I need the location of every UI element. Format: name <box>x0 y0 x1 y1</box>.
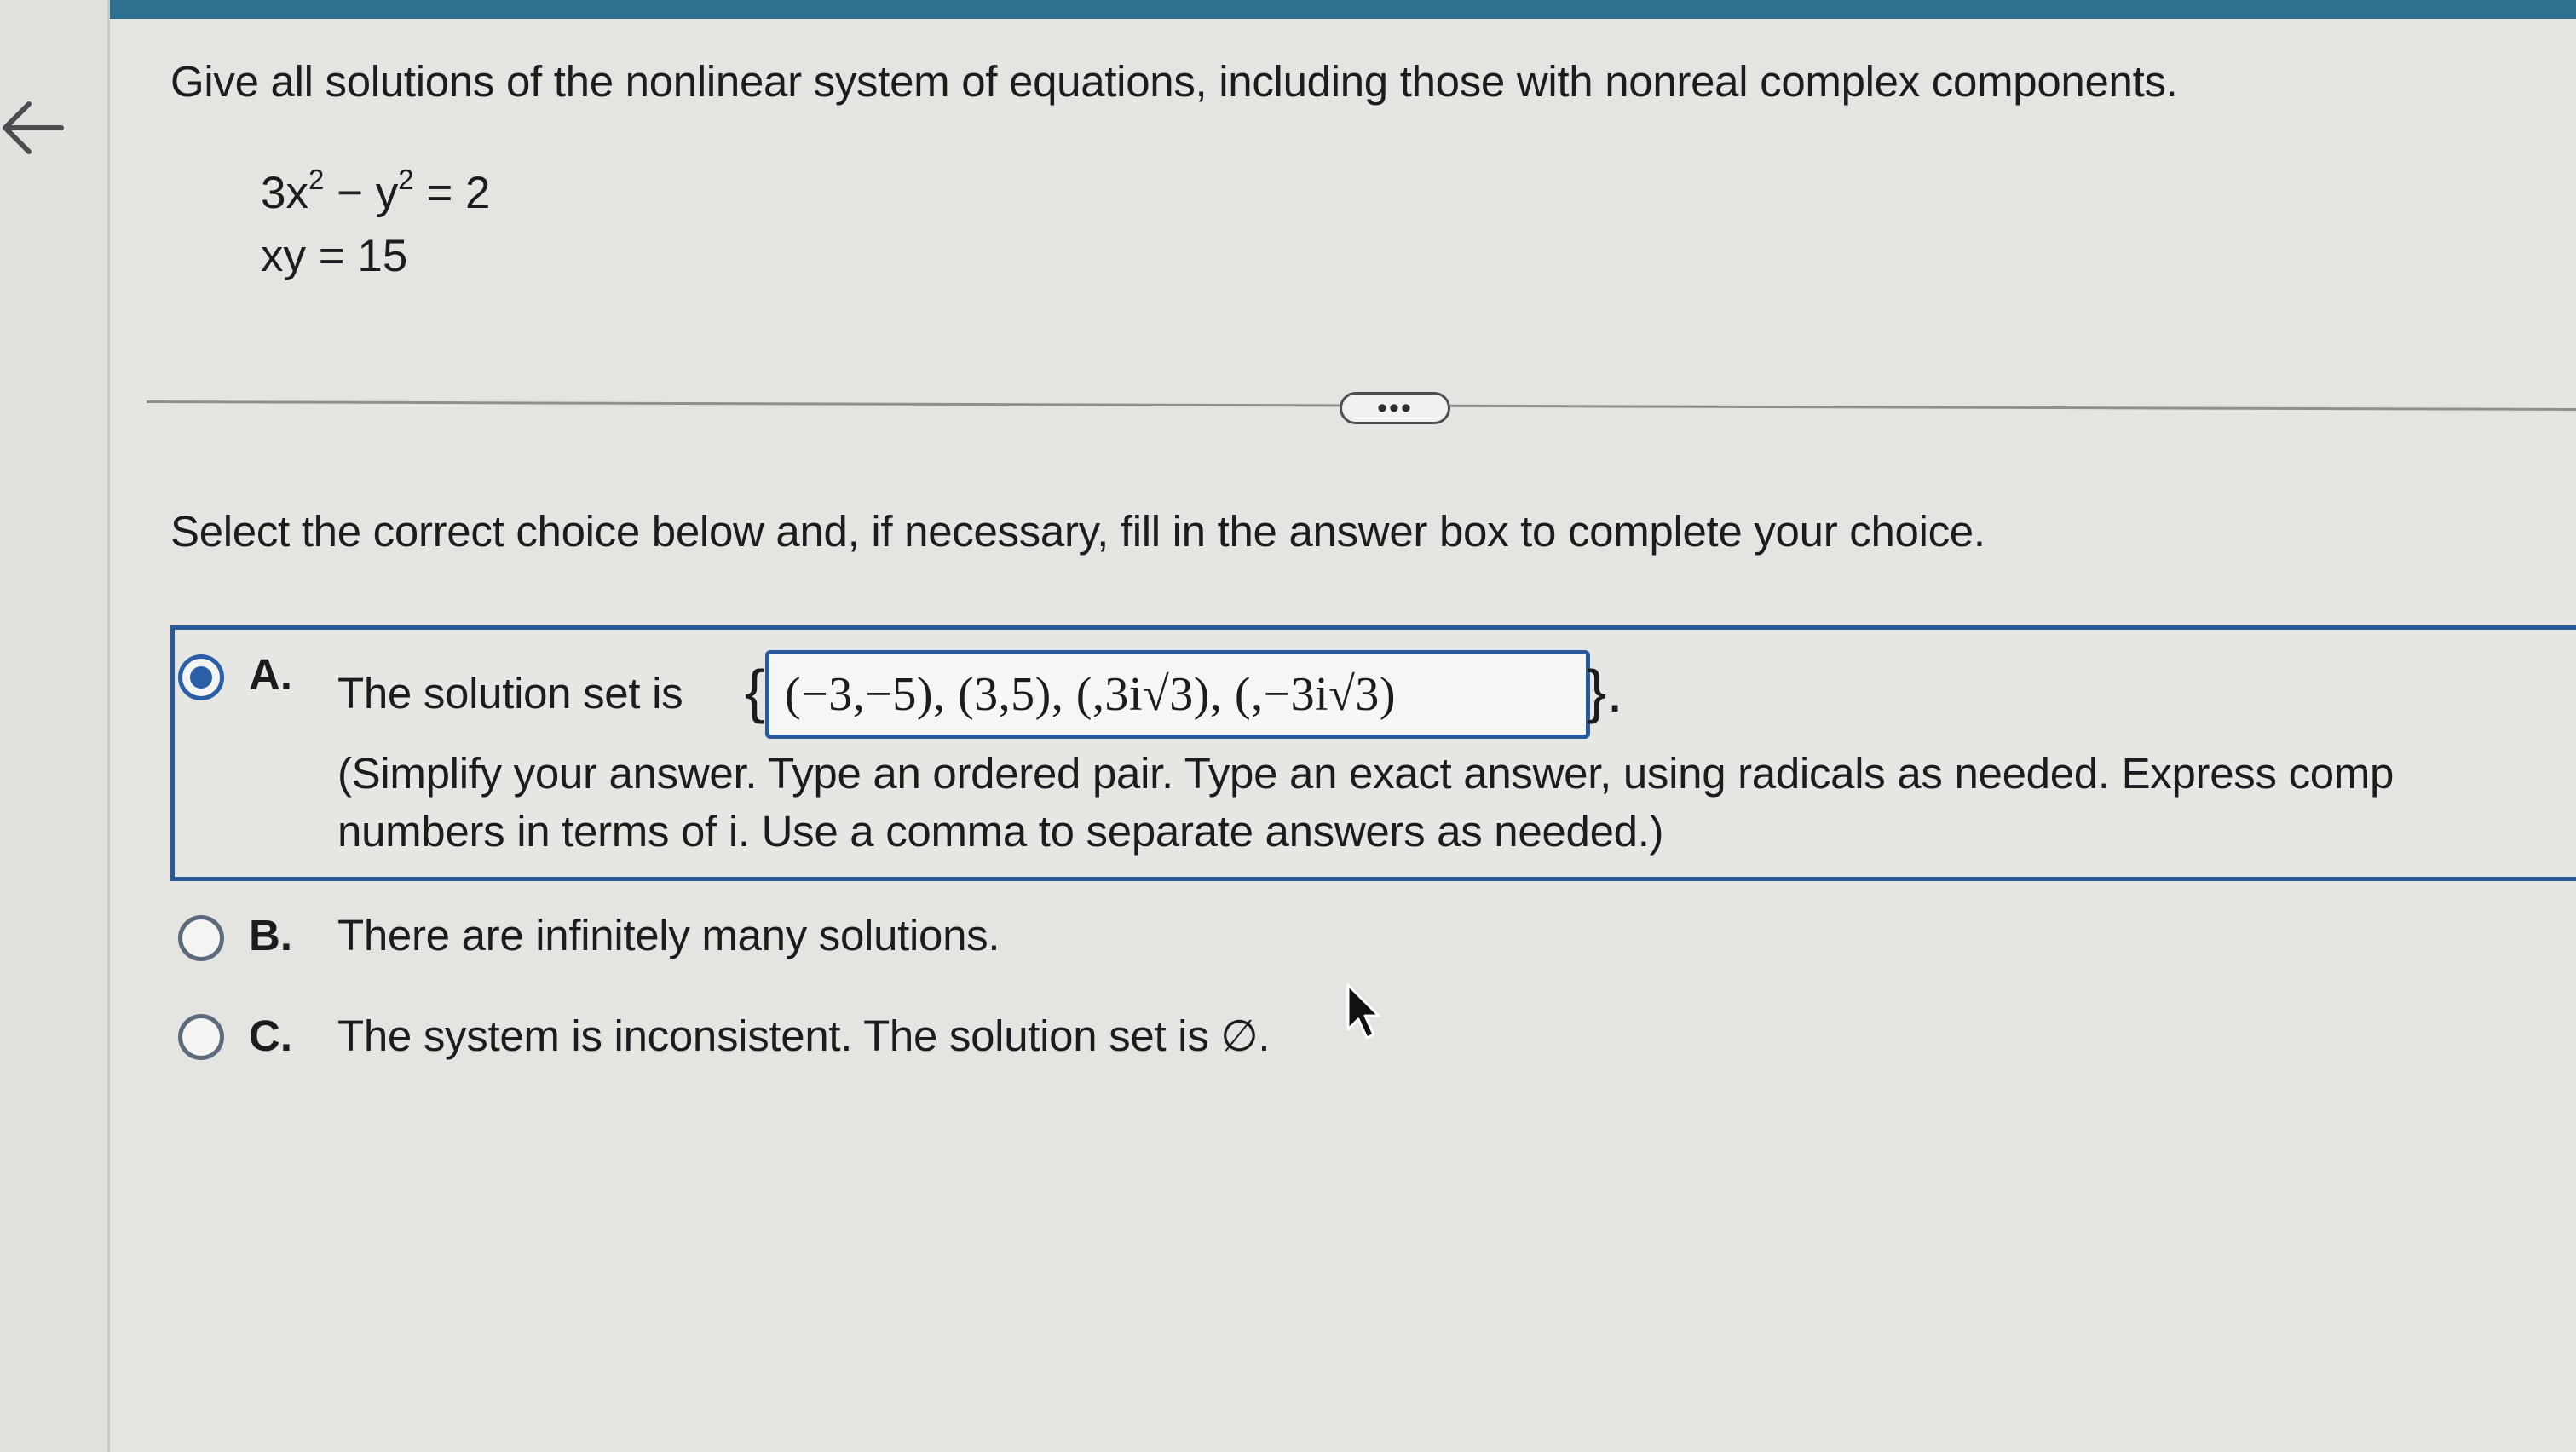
brace-close: }. <box>1587 658 1623 724</box>
choice-b-text: There are infinitely many solutions. <box>337 911 1000 959</box>
question-prompt: Give all solutions of the nonlinear system of equations, including those with nonreal complex components. <box>170 57 2178 106</box>
answer-input-box[interactable] <box>765 650 1590 739</box>
back-arrow-icon[interactable] <box>0 85 77 170</box>
choice-b-letter: B. <box>249 911 292 959</box>
left-rail <box>0 0 110 1452</box>
top-bar <box>0 0 2576 19</box>
mouse-cursor-icon <box>1345 982 1382 1041</box>
choice-a-help-line-1: (Simplify your answer. Type an ordered pair. Type an exact answer, using radicals as needed. Express comp <box>337 749 2394 798</box>
choice-a-radio[interactable] <box>178 654 224 700</box>
choice-c-radio[interactable] <box>178 1014 224 1060</box>
choice-c-text: The system is inconsistent. The solution set is ∅. <box>337 1011 1271 1060</box>
choice-c-letter: C. <box>249 1011 292 1060</box>
choice-a-help-line-2: numbers in terms of i. Use a comma to separate answers as needed.) <box>337 807 1664 856</box>
equation-1: $3x^2 - y^2 = 2$ <box>261 164 491 218</box>
equation-2: xy = 15 <box>261 231 408 281</box>
choice-a-letter: A. <box>249 650 292 699</box>
instruction-text: Select the correct choice below and, if necessary, fill in the answer box to complete your choice. <box>170 507 1985 556</box>
brace-open: { <box>745 658 765 724</box>
choice-b-radio[interactable] <box>178 915 224 961</box>
choice-a-text: The solution set is <box>337 669 683 717</box>
answer-value: (−3,−5), (3,5), (,3i√3), (,−3i√3) <box>785 668 1397 721</box>
more-button[interactable]: ••• <box>1340 392 1450 424</box>
